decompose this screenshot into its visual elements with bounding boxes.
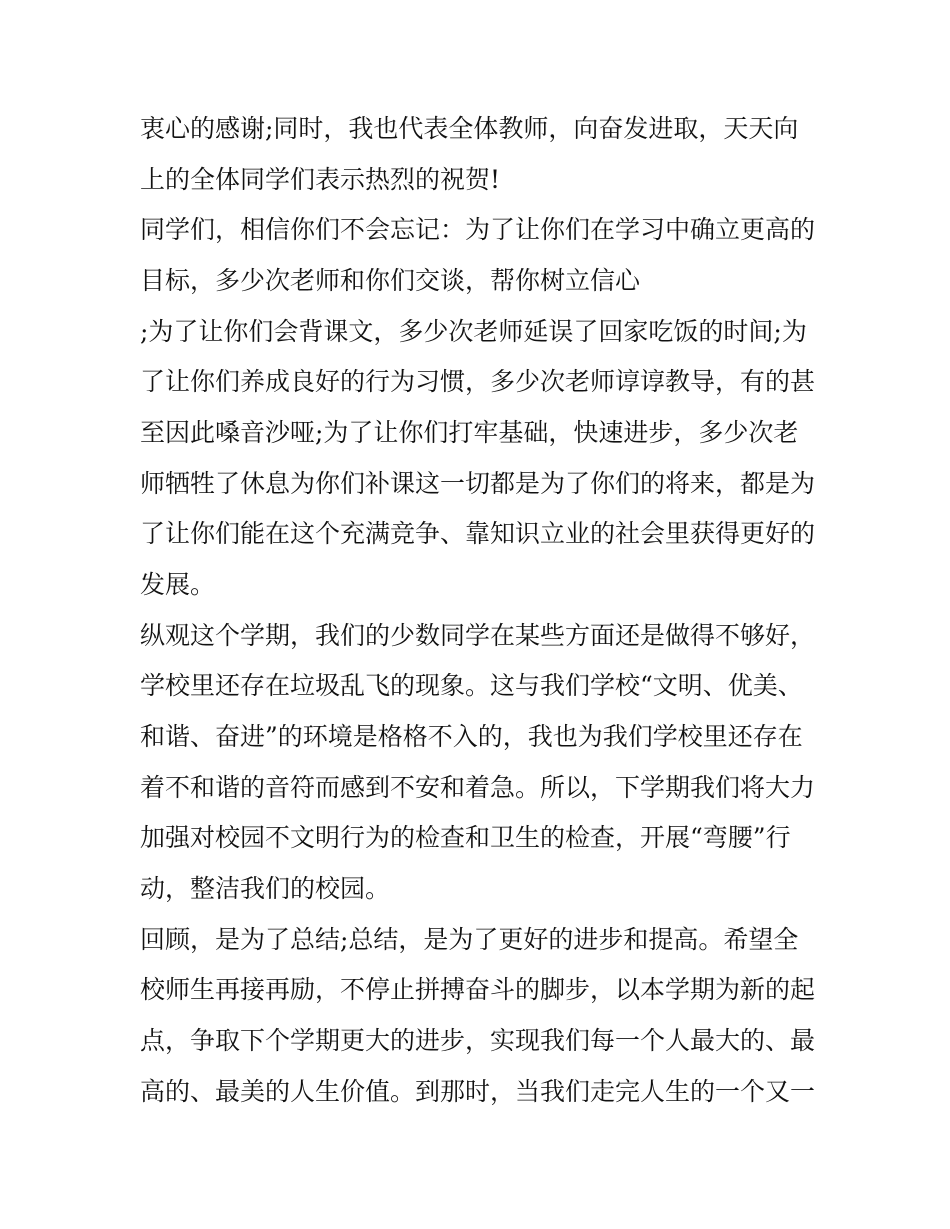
- text-line: 动，整洁我们的校园。: [140, 874, 391, 903]
- text-line: 衷心的感谢;同时，我也代表全体教师，向奋发进取，天天向: [140, 114, 799, 143]
- text-line: 加强对校园不文明行为的检查和卫生的检查，开展“弯腰”行: [140, 823, 791, 852]
- text-line: 了让你们养成良好的行为习惯，多少次老师谆谆教导，有的甚: [140, 367, 816, 396]
- text-line: 上的全体同学们表示热烈的祝贺!: [140, 165, 501, 194]
- text-line: 目标，多少次老师和你们交谈，帮你树立信心: [140, 266, 641, 295]
- text-line: 校师生再接再励，不停止拼搏奋斗的脚步，以本学期为新的起: [140, 975, 816, 1004]
- text-line: 点，争取下个学期更大的进步，实现我们每一个人最大的、最: [140, 1026, 816, 1055]
- text-line: 了让你们能在这个充满竞争、靠知识立业的社会里获得更好的: [140, 519, 816, 548]
- text-line: 至因此嗓音沙哑;为了让你们打牢基础，快速进步，多少次老: [140, 418, 799, 447]
- text-line: 回顾，是为了总结;总结，是为了更好的进步和提高。希望全: [140, 925, 799, 954]
- text-line: 纵观这个学期，我们的少数同学在某些方面还是做得不够好，: [140, 621, 816, 650]
- text-line: 和谐、奋进”的环境是格格不入的，我也为我们学校里还存在: [140, 722, 803, 751]
- text-line: 发展。: [140, 570, 216, 599]
- text-line: 师牺牲了休息为你们补课这一切都是为了你们的将来，都是为: [140, 469, 816, 498]
- text-line: ;为了让你们会背课文，多少次老师延误了回家吃饭的时间;为: [140, 317, 807, 346]
- text-line: 着不和谐的音符而感到不安和着急。所以，下学期我们将大力: [140, 773, 816, 802]
- text-line: 高的、最美的人生价值。到那时，当我们走完人生的一个又一: [140, 1077, 816, 1106]
- text-line: 同学们，相信你们不会忘记：为了让你们在学习中确立更高的: [140, 215, 816, 244]
- text-line: 学校里还存在垃圾乱飞的现象。这与我们学校“文明、优美、: [140, 671, 803, 700]
